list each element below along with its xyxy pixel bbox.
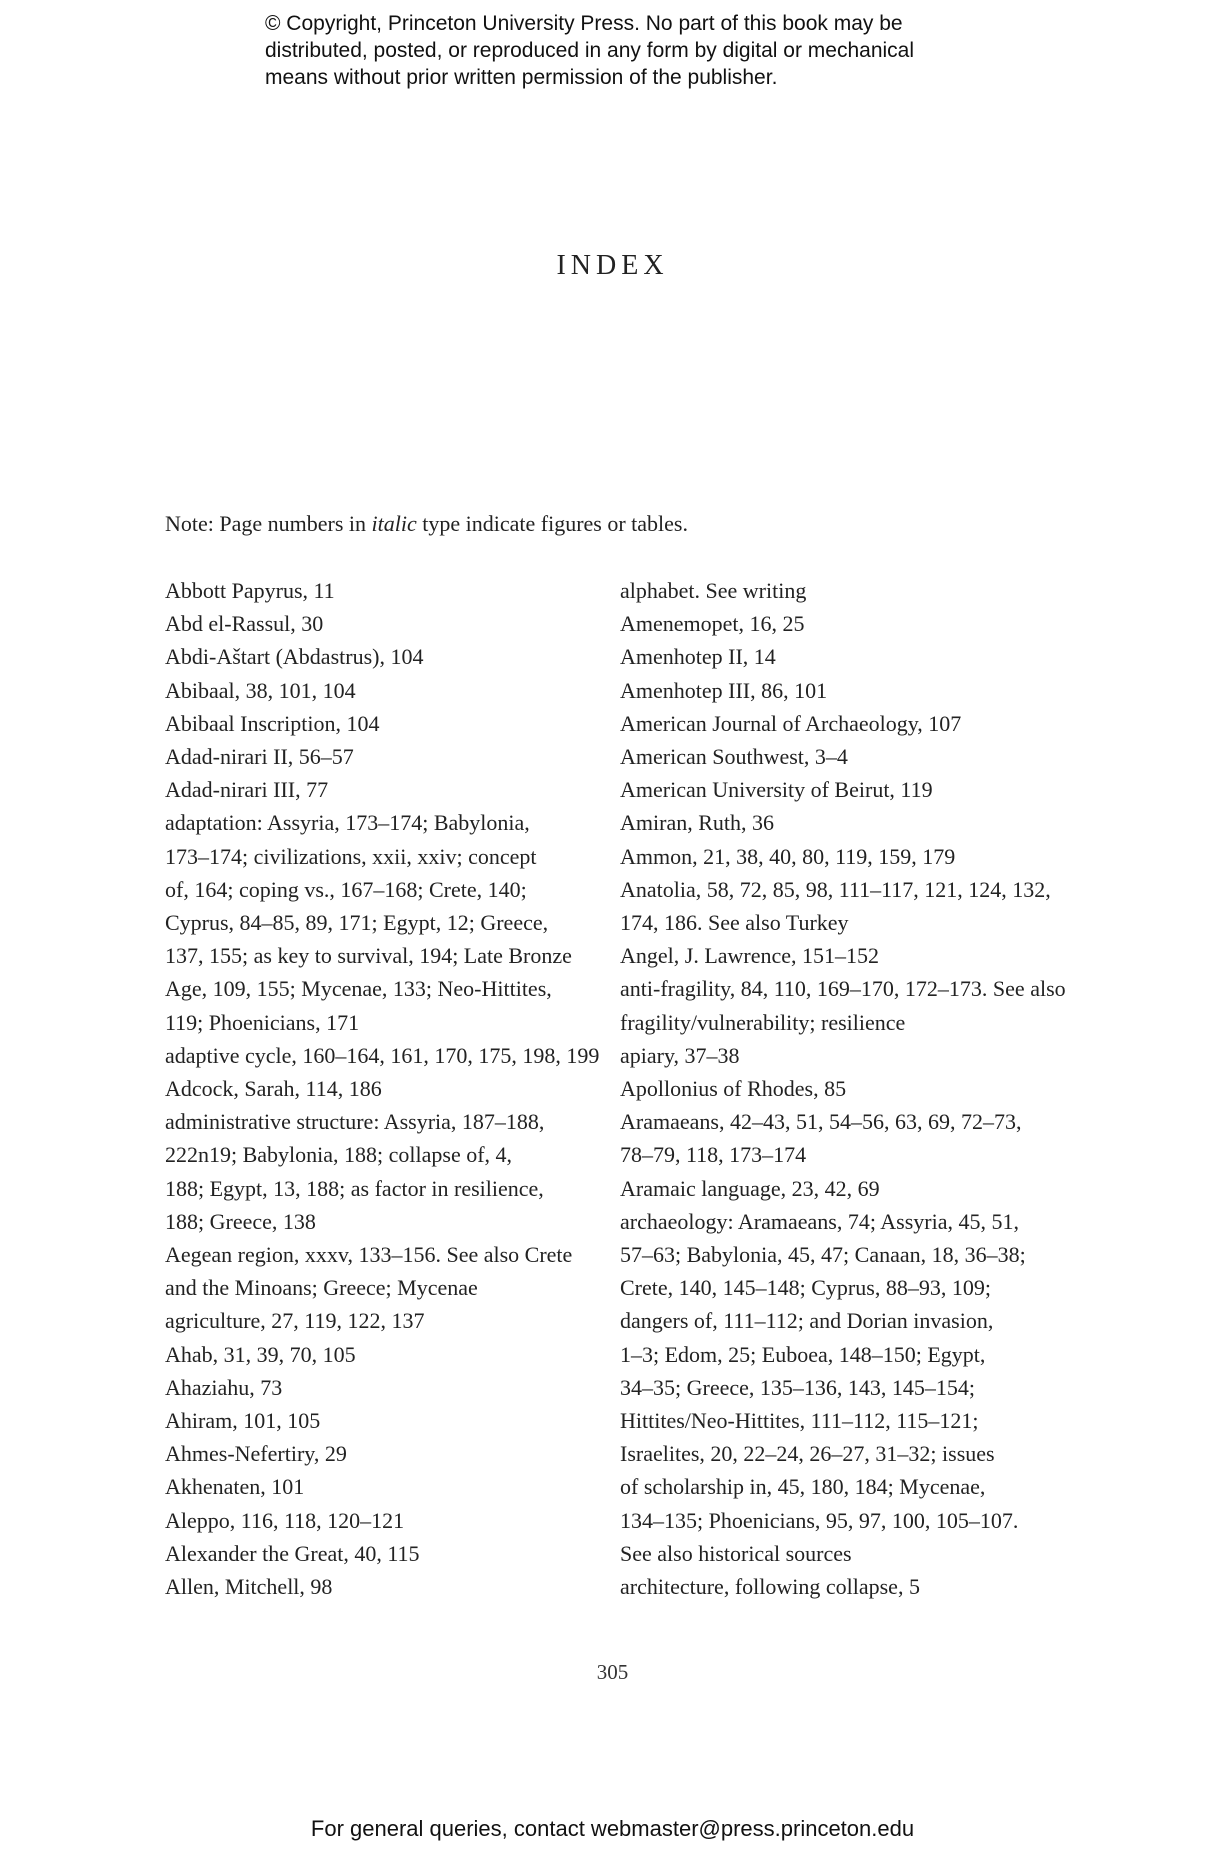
index-entry xyxy=(165,1404,605,1437)
index-entry xyxy=(165,607,605,640)
index-entry-line: anti-fragility, 84, 110, 169–170, 172–173. See also xyxy=(620,976,1066,1002)
index-entry-line: Ammon, 21, 38, 40, 80, 119, 159, 179 xyxy=(620,843,956,869)
index-entry-line: Crete, 140, 145–148; Cyprus, 88–93, 109; xyxy=(620,1275,991,1301)
index-entry xyxy=(165,707,605,740)
index-entry-line: 34–35; Greece, 135–136, 143, 145–154; xyxy=(620,1374,975,1400)
index-entry xyxy=(620,1039,1050,1072)
page-number: 305 xyxy=(596,1660,629,1684)
footer-contact: For general queries, contact webmaster@press.princeton.edu xyxy=(310,1816,915,1841)
index-entry xyxy=(620,640,1050,673)
index-entry-line: Abibaal Inscription, 104 xyxy=(165,710,380,736)
index-entry xyxy=(620,939,1050,972)
index-entry-line: Ahmes-Nefertiry, 29 xyxy=(165,1441,347,1467)
index-entry-line: 174, 186. See also Turkey xyxy=(620,910,849,936)
index-entry-line: 119; Phoenicians, 171 xyxy=(165,1009,360,1035)
index-entry-line: Allen, Mitchell, 98 xyxy=(165,1574,333,1600)
index-entry-line: Abbott Papyrus, 11 xyxy=(165,578,335,603)
index-entry-line: agriculture, 27, 119, 122, 137 xyxy=(165,1308,425,1334)
index-entry-line: Abd el-Rassul, 30 xyxy=(165,611,324,637)
index-entry xyxy=(165,1238,605,1304)
index-entry-line: Israelites, 20, 22–24, 26–27, 31–32; issues xyxy=(620,1441,995,1467)
index-entry xyxy=(165,806,605,1038)
index-entry-line: 57–63; Babylonia, 45, 47; Canaan, 18, 36–38; xyxy=(620,1242,1026,1268)
copyright-notice xyxy=(265,10,1025,91)
index-entry xyxy=(165,773,605,806)
index-entry xyxy=(165,574,605,607)
index-note xyxy=(165,508,1065,540)
index-entry xyxy=(165,1570,605,1603)
index-entry xyxy=(165,1304,605,1337)
index-entry xyxy=(620,574,1050,607)
index-entry xyxy=(165,1437,605,1470)
index-entry xyxy=(165,1338,605,1371)
index-entry-line: of, 164; coping vs., 167–168; Crete, 140; xyxy=(165,876,527,902)
index-entry-line: adaptation: Assyria, 173–174; Babylonia, xyxy=(165,810,530,836)
index-entry xyxy=(620,806,1050,839)
copyright-line: distributed, posted, or reproduced in any form by digital or mechanical xyxy=(265,39,915,62)
index-entry xyxy=(165,740,605,773)
index-entry xyxy=(620,972,1066,1038)
page-title: INDEX xyxy=(556,250,669,281)
index-entry-line: Angel, J. Lawrence, 151–152 xyxy=(620,943,880,969)
index-entry xyxy=(620,1570,1050,1603)
index-entry-line: Abibaal, 38, 101, 104 xyxy=(165,677,356,703)
index-entry-line: Adad-nirari III, 77 xyxy=(165,777,329,803)
note-prefix: Note: Page numbers in xyxy=(165,511,372,536)
index-entry xyxy=(165,1371,605,1404)
index-entry-line: American Journal of Archaeology, 107 xyxy=(620,710,962,736)
index-entry xyxy=(165,1072,605,1105)
index-entry-line: Adad-nirari II, 56–57 xyxy=(165,744,354,770)
index-entry-line: Ahiram, 101, 105 xyxy=(165,1408,321,1434)
index-entry xyxy=(620,840,1050,873)
index-entry-line: Ahaziahu, 73 xyxy=(165,1374,283,1400)
index-entry-line: Apollonius of Rhodes, 85 xyxy=(620,1076,847,1102)
index-entry-line: apiary, 37–38 xyxy=(620,1042,740,1068)
index-entry-line: 78–79, 118, 173–174 xyxy=(620,1142,807,1168)
index-entry-line: Cyprus, 84–85, 89, 171; Egypt, 12; Greece, xyxy=(165,910,549,936)
index-entry xyxy=(620,607,1050,640)
index-entry-line: of scholarship in, 45, 180, 184; Mycenae, xyxy=(620,1474,986,1500)
index-entry-line: Adcock, Sarah, 114, 186 xyxy=(165,1076,382,1102)
index-entry xyxy=(165,1105,605,1238)
index-entry-line: Aleppo, 116, 118, 120–121 xyxy=(165,1507,405,1533)
index-entry xyxy=(620,1205,1050,1570)
index-entry xyxy=(620,1072,1050,1105)
index-entry xyxy=(165,640,605,673)
index-entry-line: and the Minoans; Greece; Mycenae xyxy=(165,1275,478,1301)
index-entry-line: adaptive cycle, 160–164, 161, 170, 175, 198, 199 xyxy=(165,1042,600,1068)
index-entry xyxy=(620,873,1050,939)
note-italic: italic xyxy=(371,511,417,536)
copyright-line: © Copyright, Princeton University Press. No part of this book may be xyxy=(265,12,903,35)
index-entry-line: Alexander the Great, 40, 115 xyxy=(165,1540,420,1566)
index-entry-line: 222n19; Babylonia, 188; collapse of, 4, xyxy=(165,1142,513,1168)
index-entry xyxy=(620,740,1050,773)
index-entry xyxy=(165,1039,605,1072)
index-entry-line: Aramaeans, 42–43, 51, 54–56, 63, 69, 72–73, xyxy=(620,1109,1022,1135)
index-entry-line: alphabet. See writing xyxy=(620,578,807,603)
index-entry-line: American Southwest, 3–4 xyxy=(620,744,848,770)
index-entry-line: Ahab, 31, 39, 70, 105 xyxy=(165,1341,356,1367)
index-entry-line: Aramaic language, 23, 42, 69 xyxy=(620,1175,880,1201)
index-entry-line: 188; Egypt, 13, 188; as factor in resilience, xyxy=(165,1175,544,1201)
index-entry-line: American University of Beirut, 119 xyxy=(620,777,933,803)
index-entry-line: 188; Greece, 138 xyxy=(165,1208,316,1234)
index-entry xyxy=(165,1537,605,1570)
index-entry xyxy=(620,674,1050,707)
index-column-left xyxy=(165,574,605,1603)
index-entry-line: Amenhotep III, 86, 101 xyxy=(620,677,828,703)
index-entry-line: administrative structure: Assyria, 187–188, xyxy=(165,1109,545,1135)
index-entry-line: Abdi-Aštart (Abdastrus), 104 xyxy=(165,644,424,670)
index-entry-line: dangers of, 111–112; and Dorian invasion, xyxy=(620,1308,994,1334)
index-entry xyxy=(620,1105,1050,1171)
index-entry xyxy=(620,707,1050,740)
index-entry-line: Anatolia, 58, 72, 85, 98, 111–117, 121, 124, 132, xyxy=(620,876,1051,902)
note-suffix: type indicate figures or tables. xyxy=(416,511,688,536)
index-entry-line: Amiran, Ruth, 36 xyxy=(620,810,774,836)
index-entry xyxy=(165,1470,605,1503)
index-entry xyxy=(165,1504,605,1537)
index-entry-line: Amenemopet, 16, 25 xyxy=(620,611,805,637)
index-entry-line: architecture, following collapse, 5 xyxy=(620,1574,920,1600)
index-entry-line: 1–3; Edom, 25; Euboea, 148–150; Egypt, xyxy=(620,1341,986,1367)
index-entry xyxy=(165,674,605,707)
copyright-line: means without prior written permission of the publisher. xyxy=(265,66,778,89)
index-entry-line: Age, 109, 155; Mycenae, 133; Neo-Hittites, xyxy=(165,976,552,1002)
index-entry-line: fragility/vulnerability; resilience xyxy=(620,1009,906,1035)
index-column-right xyxy=(620,574,1066,1603)
index-entry-line: 134–135; Phoenicians, 95, 97, 100, 105–107. xyxy=(620,1507,1019,1533)
index-entry xyxy=(620,1172,1050,1205)
index-entry-line: See also historical sources xyxy=(620,1540,852,1566)
index-entry-line: Amenhotep II, 14 xyxy=(620,644,776,670)
index-entry xyxy=(620,773,1050,806)
index-entry-line: 137, 155; as key to survival, 194; Late Bronze xyxy=(165,943,572,969)
index-entry-line: Hittites/Neo-Hittites, 111–112, 115–121; xyxy=(620,1408,979,1434)
index-entry-line: 173–174; civilizations, xxii, xxiv; concept xyxy=(165,843,537,869)
index-entry-line: Aegean region, xxxv, 133–156. See also Crete xyxy=(165,1242,573,1268)
index-entry-line: archaeology: Aramaeans, 74; Assyria, 45, 51, xyxy=(620,1208,1019,1234)
index-entry-line: Akhenaten, 101 xyxy=(165,1474,305,1500)
